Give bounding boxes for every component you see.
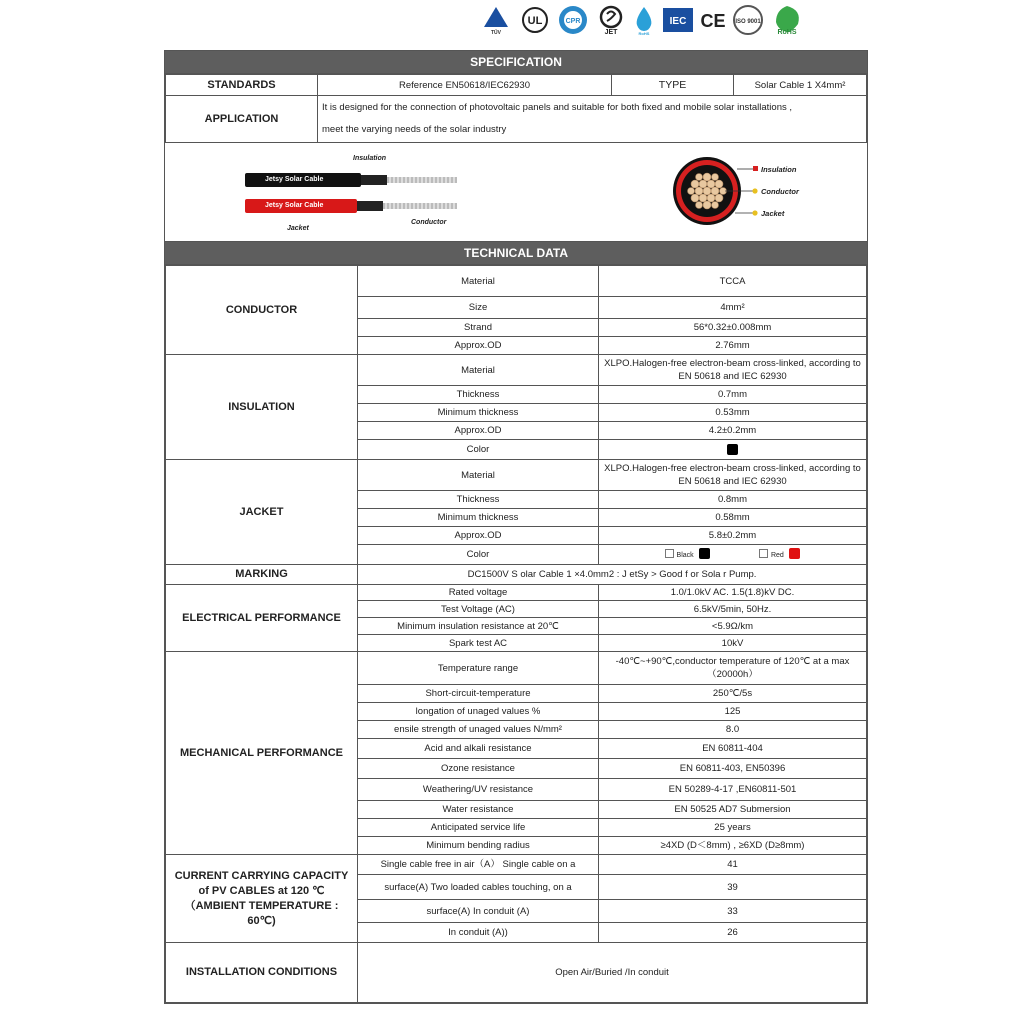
marking-label: MARKING bbox=[166, 565, 358, 585]
cable-cross-section bbox=[665, 151, 845, 235]
conductor-material-value: TCCA bbox=[599, 266, 867, 297]
spec-sheet bbox=[164, 50, 868, 1004]
black-insulation-image bbox=[361, 175, 387, 185]
uv-resistance-value: EN 50289-4-17 ,EN60811-501 bbox=[599, 779, 867, 801]
svg-text:TÜV: TÜV bbox=[491, 30, 501, 35]
insulation-color-label: Color bbox=[358, 440, 599, 460]
water-resistance-label: Water resistance bbox=[358, 801, 599, 819]
standards-label: STANDARDS bbox=[166, 75, 318, 96]
tuv-logo bbox=[478, 6, 514, 34]
installation-label: INSTALLATION CONDITIONS bbox=[166, 943, 358, 1003]
jacket-callout: Jacket bbox=[287, 225, 309, 232]
current-row-3-value: 33 bbox=[599, 900, 867, 923]
service-life-value: 25 years bbox=[599, 819, 867, 837]
spec-table bbox=[165, 74, 867, 143]
jacket-material-value: XLPO.Halogen-free electron-beam cross-linked, according to EN 50618 and IEC 62930 bbox=[599, 460, 867, 491]
insulation-color-swatch bbox=[727, 444, 738, 455]
jacket-material-label: Material bbox=[358, 460, 599, 491]
svg-text:CE: CE bbox=[700, 11, 726, 31]
insulation-callout: Insulation bbox=[353, 155, 387, 162]
jacket-min-thickness-label: Minimum thickness bbox=[358, 509, 599, 527]
tensile-strength-label: ensile strength of unaged values N/mm² bbox=[358, 721, 599, 739]
conductor-callout: Conductor bbox=[411, 219, 447, 226]
specification-title: SPECIFICATION bbox=[165, 51, 867, 74]
jacket-color-label: Color bbox=[358, 545, 599, 565]
cpr-logo bbox=[556, 6, 590, 34]
svg-text:RoHS: RoHS bbox=[638, 31, 650, 35]
section-jacket-label: Jacket bbox=[761, 209, 785, 218]
jacket-od-value: 5.8±0.2mm bbox=[599, 527, 867, 545]
ce-logo bbox=[700, 6, 726, 34]
red-color-swatch bbox=[789, 548, 800, 559]
standards-value: Reference EN50618/IEC62930 bbox=[318, 75, 612, 96]
water-resistance-value: EN 50525 AD7 Submersion bbox=[599, 801, 867, 819]
bending-radius-value: ≥4XD (D＜8mm) , ≥6XD (D≥8mm) bbox=[599, 837, 867, 855]
section-insulation-label: Insulation bbox=[761, 165, 797, 174]
jacket-min-thickness-value: 0.58mm bbox=[599, 509, 867, 527]
insulation-min-thickness-label: Minimum thickness bbox=[358, 404, 599, 422]
installation-value: Open Air/Buried /In conduit bbox=[358, 943, 867, 1003]
svg-text:CPR: CPR bbox=[565, 18, 581, 25]
service-life-label: Anticipated service life bbox=[358, 819, 599, 837]
type-label: TYPE bbox=[612, 75, 734, 96]
current-row-4-label: In conduit (A)) bbox=[358, 923, 599, 943]
section-conductor-label: Conductor bbox=[761, 187, 799, 196]
insulation-thickness-label: Thickness bbox=[358, 386, 599, 404]
svg-text:ISO 9001: ISO 9001 bbox=[735, 19, 761, 25]
jet-logo bbox=[596, 6, 626, 34]
conductor-material-label: Material bbox=[358, 266, 599, 297]
acid-resistance-label: Acid and alkali resistance bbox=[358, 739, 599, 759]
rohs-drop-logo bbox=[632, 6, 656, 34]
rated-voltage-label: Rated voltage bbox=[358, 585, 599, 601]
insulation-resistance-value: <5.9Ω/km bbox=[599, 618, 867, 635]
red-cable-image: Jetsy Solar Cable bbox=[245, 199, 357, 213]
type-value: Solar Cable 1 X4mm² bbox=[734, 75, 867, 96]
jacket-label: JACKET bbox=[166, 460, 358, 565]
red-conductor-image bbox=[383, 203, 457, 209]
conductor-od-label: Approx.OD bbox=[358, 337, 599, 355]
svg-text:RoHS: RoHS bbox=[777, 29, 797, 36]
application-line-1: It is designed for the connection of photovoltaic panels and suitable for both fixed and mobile solar installations , bbox=[322, 102, 793, 113]
rated-voltage-value: 1.0/1.0kV AC. 1.5(1.8)kV DC. bbox=[599, 585, 867, 601]
conductor-strand-value: 56*0.32±0.008mm bbox=[599, 319, 867, 337]
current-row-4-value: 26 bbox=[599, 923, 867, 943]
red-checkbox[interactable] bbox=[759, 549, 768, 558]
temperature-range-value: -40℃~+90℃,conductor temperature of 120℃ at a max （20000h） bbox=[599, 652, 867, 685]
conductor-size-label: Size bbox=[358, 297, 599, 319]
ul-logo bbox=[520, 6, 550, 34]
jacket-thickness-value: 0.8mm bbox=[599, 491, 867, 509]
red-option-label: Red bbox=[770, 551, 784, 559]
application-value bbox=[318, 96, 867, 143]
certification-logos bbox=[478, 2, 804, 38]
electrical-label: ELECTRICAL PERFORMANCE bbox=[166, 585, 358, 652]
technical-table bbox=[165, 265, 867, 1003]
iec-logo bbox=[662, 6, 694, 34]
current-row-2-label: surface(A) Two loaded cables touching, on a bbox=[358, 875, 599, 900]
insulation-od-value: 4.2±0.2mm bbox=[599, 422, 867, 440]
acid-resistance-value: EN 60811-404 bbox=[599, 739, 867, 759]
elongation-value: 125 bbox=[599, 703, 867, 721]
black-cable-image: Jetsy Solar Cable bbox=[245, 173, 361, 187]
insulation-resistance-label: Minimum insulation resistance at 20℃ bbox=[358, 618, 599, 635]
short-circuit-label: Short-circuit-temperature bbox=[358, 685, 599, 703]
ozone-resistance-label: Ozone resistance bbox=[358, 759, 599, 779]
insulation-material-value: XLPO.Halogen-free electron-beam cross-linked, according to EN 50618 and IEC 62930 bbox=[599, 355, 867, 386]
jacket-color-value bbox=[599, 545, 867, 565]
marking-value: DC1500V S olar Cable 1 ×4.0mm2 : J etSy > Good f or Sola r Pump. bbox=[358, 565, 867, 585]
black-checkbox[interactable] bbox=[665, 549, 674, 558]
current-capacity-label: CURRENT CARRYING CAPACITY of PV CABLES at 120 ℃（AMBIENT TEMPERATURE : 60℃) bbox=[166, 855, 358, 943]
black-option-label: Black bbox=[676, 551, 694, 559]
insulation-od-label: Approx.OD bbox=[358, 422, 599, 440]
svg-text:JET: JET bbox=[604, 29, 618, 35]
conductor-od-value: 2.76mm bbox=[599, 337, 867, 355]
black-conductor-image bbox=[387, 177, 457, 183]
uv-resistance-label: Weathering/UV resistance bbox=[358, 779, 599, 801]
insulation-material-label: Material bbox=[358, 355, 599, 386]
application-line-2: meet the varying needs of the solar industry bbox=[322, 124, 507, 135]
black-color-swatch bbox=[699, 548, 710, 559]
jacket-od-label: Approx.OD bbox=[358, 527, 599, 545]
spark-test-value: 10kV bbox=[599, 635, 867, 652]
test-voltage-value: 6.5kV/5min, 50Hz. bbox=[599, 601, 867, 618]
rohs-leaf-logo bbox=[770, 6, 804, 34]
conductor-size-value: 4mm² bbox=[599, 297, 867, 319]
cable-images bbox=[165, 143, 867, 242]
elongation-label: longation of unaged values % bbox=[358, 703, 599, 721]
conductor-strand-label: Strand bbox=[358, 319, 599, 337]
test-voltage-label: Test Voltage (AC) bbox=[358, 601, 599, 618]
current-row-1-value: 41 bbox=[599, 855, 867, 875]
application-label: APPLICATION bbox=[166, 96, 318, 143]
mechanical-label: MECHANICAL PERFORMANCE bbox=[166, 652, 358, 855]
iso-logo bbox=[732, 6, 764, 34]
conductor-label: CONDUCTOR bbox=[166, 266, 358, 355]
insulation-color-value bbox=[599, 440, 867, 460]
current-row-1-label: Single cable free in air（A） Single cable on a bbox=[358, 855, 599, 875]
svg-text:UL: UL bbox=[527, 15, 543, 27]
insulation-thickness-value: 0.7mm bbox=[599, 386, 867, 404]
insulation-label: INSULATION bbox=[166, 355, 358, 460]
current-row-2-value: 39 bbox=[599, 875, 867, 900]
svg-text:IEC: IEC bbox=[669, 16, 687, 27]
technical-data-title: TECHNICAL DATA bbox=[165, 242, 867, 265]
current-row-3-label: surface(A) In conduit (A) bbox=[358, 900, 599, 923]
jacket-thickness-label: Thickness bbox=[358, 491, 599, 509]
temperature-range-label: Temperature range bbox=[358, 652, 599, 685]
bending-radius-label: Minimum bending radius bbox=[358, 837, 599, 855]
insulation-min-thickness-value: 0.53mm bbox=[599, 404, 867, 422]
spark-test-label: Spark test AC bbox=[358, 635, 599, 652]
red-insulation-image bbox=[357, 201, 383, 211]
ozone-resistance-value: EN 60811-403, EN50396 bbox=[599, 759, 867, 779]
short-circuit-value: 250℃/5s bbox=[599, 685, 867, 703]
tensile-strength-value: 8.0 bbox=[599, 721, 867, 739]
